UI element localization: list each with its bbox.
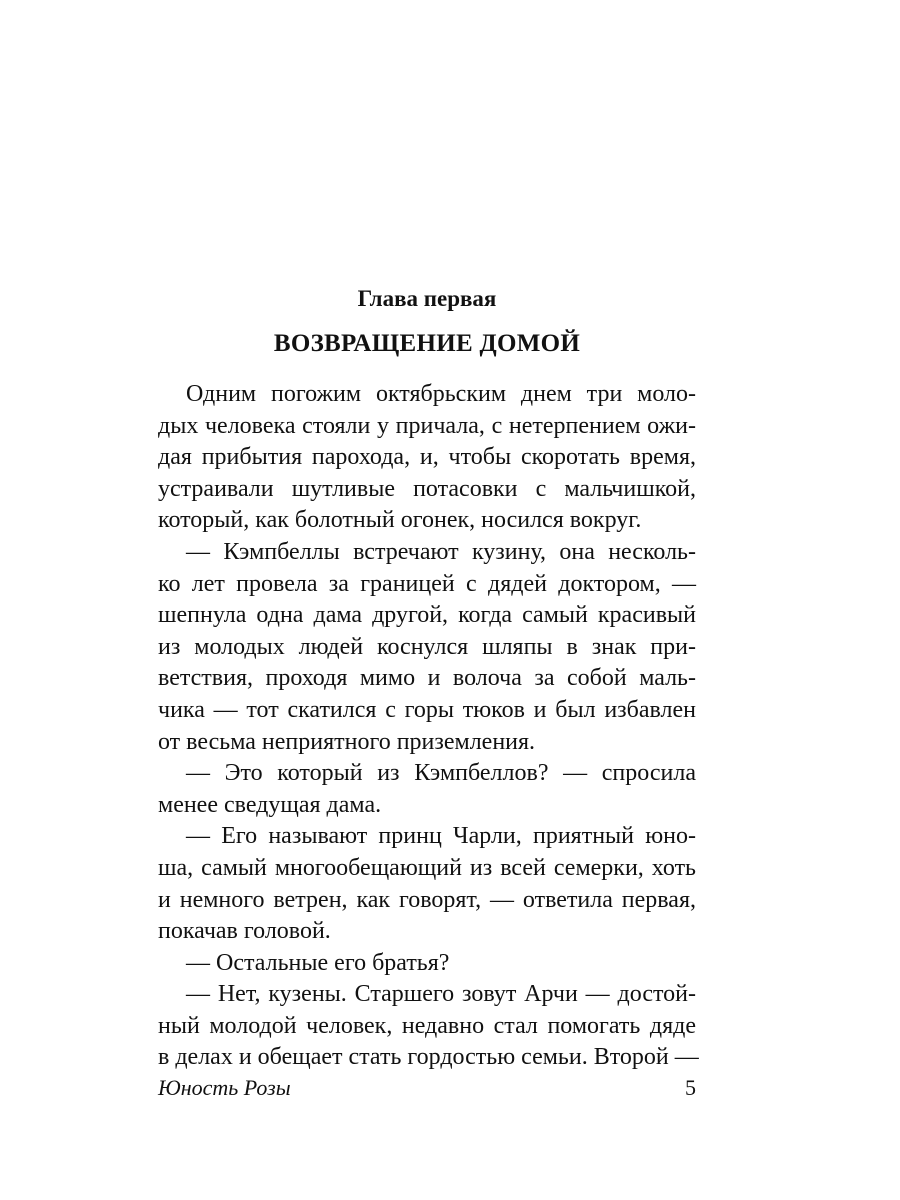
page-number: 5 (685, 1075, 696, 1100)
body-text (158, 379, 699, 1074)
paragraph (158, 948, 696, 980)
text-line: ный молодой человек, недавно стал помогать дяде (158, 1012, 696, 1039)
text-line: ша, самый многообещающий из всей семерки, хоть (158, 854, 696, 881)
text-line: ветствия, проходя мимо и волоча за собой маль- (158, 665, 696, 692)
text-line: покачав головой. (158, 918, 331, 945)
text-line: — Остальные его братья? (186, 949, 450, 976)
text-line: дых человека стояли у причала, с нетерпением ожи- (158, 412, 696, 439)
text-line: — Его называют принц Чарли, приятный юно- (186, 823, 696, 850)
text-line: чика — тот скатился с горы тюков и был избавлен (158, 696, 696, 723)
text-line: — Это который из Кэмпбеллов? — спросила (186, 760, 696, 787)
text-line: от весьма неприятного приземления. (158, 728, 536, 755)
paragraph (158, 979, 699, 1074)
chapter-title: ВОЗВРАЩЕНИЕ ДОМОЙ (273, 330, 581, 357)
paragraph (158, 758, 696, 821)
book-page (158, 0, 699, 1200)
text-line: дая прибытия парохода, и, чтобы скоротать время, (158, 444, 696, 471)
text-line: шепнула одна дама другой, когда самый красивый (158, 602, 696, 629)
text-line: Одним погожим октябрьским днем три моло- (186, 381, 696, 407)
paragraph (158, 379, 696, 537)
text-line: из молодых людей коснулся шляпы в знак при- (158, 633, 696, 660)
text-line: и немного ветрен, как говорят, — ответила первая, (158, 886, 696, 913)
text-line: — Нет, кузены. Старшего зовут Арчи — достой- (186, 981, 696, 1008)
paragraph (158, 821, 696, 947)
text-line: — Кэмпбеллы встречают кузину, она несколь- (186, 538, 696, 565)
text-line: менее сведущая дама. (158, 791, 382, 818)
text-line: ко лет провела за границей с дядей доктором, — (158, 570, 696, 597)
text-line: который, как болотный огонек, носился вокруг. (158, 507, 642, 534)
chapter-label: Глава первая (357, 286, 497, 311)
paragraph (158, 537, 696, 758)
text-line: в делах и обещает стать гордостью семьи. Второй — (158, 1044, 699, 1071)
text-line: устраивали шутливые потасовки с мальчишкой, (158, 475, 696, 502)
running-title: Юность Розы (158, 1075, 291, 1100)
